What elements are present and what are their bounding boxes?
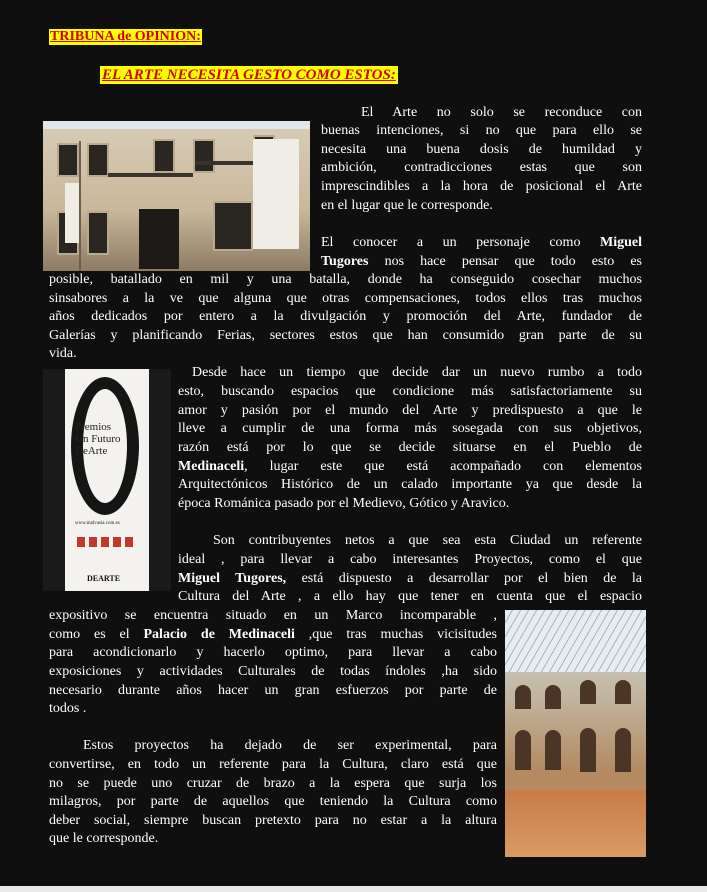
text-line: Miguel Tugores, está dispuesto a desarrollar por el bien de la [178, 571, 642, 586]
text-line: necesario durante años hacer un gran esfuerzos por parte de [49, 683, 497, 698]
text-line: lleve a cumplir de una forma más sosegada con sus objetivos, [178, 421, 642, 436]
poster-url: www.malvasia.com.es [75, 521, 120, 526]
text-line: El conocer a un personaje como Miguel [321, 235, 642, 250]
text-line: como es el Palacio de Medinaceli ,que tras muchas vicisitudes [49, 627, 497, 642]
text-line: para acondicionarlo y hacerlo optimo, para llevar a cabo [49, 645, 497, 660]
text-line: El Arte no solo se reconduce con [361, 105, 642, 120]
text-line: vida. [49, 346, 77, 361]
name-miguel-tugores: Miguel Tugores, [178, 571, 287, 586]
headline-suffix: : [390, 67, 396, 83]
text-line: necesita una buena dosis de humildad y [321, 142, 642, 157]
text-line: sinsabores a la ve que alguna que otras compensaciones, todos ellos tras muchos [49, 291, 642, 306]
text-line: deber social, siempre buscan pretexto para no estar a la altura [49, 813, 497, 828]
page-bottom-edge [0, 886, 707, 892]
text-line: esto, buscando espacios que condicione más satisfactoriamente su [178, 384, 642, 399]
text-line: Galerías y planificando Ferias, sectores estos que han consumido gran parte de su [49, 328, 642, 343]
text-line: Tugores nos hace pensar que todo esto es [321, 254, 642, 269]
building-photo [43, 121, 310, 271]
text-line: época Románica pasado por el Medievo, Gótico y Aravico. [178, 496, 510, 511]
name-miguel: Miguel [600, 235, 642, 250]
text-line: buenas intenciones, si no que para ello se [321, 123, 642, 138]
text-line: milagros, por parte de aquellos que teniendo la Cultura como [49, 794, 497, 809]
text-line: Medinaceli, lugar este que está acompañado con elementos [178, 459, 642, 474]
text-line: no se puede uno cruzar de brazo a la espera que surja los [49, 776, 497, 791]
section-label: TRIBUNA de OPINION: [50, 29, 201, 44]
text-line: Son contribuyentes netos a que sea esta Ciudad un referente [213, 533, 642, 548]
text-line: años dedicados por entero a la divulgación y promoción del Arte, fundador de [49, 309, 642, 324]
text-line: Cultura del Arte , a ello hay que tener en cuenta que el espacio [178, 589, 642, 604]
place-medinaceli: Medinaceli [178, 459, 245, 474]
text-line: ideal , para llevar a cabo interesantes Proyectos, como el que [178, 552, 642, 567]
text-line: que le corresponde. [49, 831, 159, 846]
courtyard-photo [505, 610, 646, 857]
text-line: Estos proyectos ha dejado de ser experimental, para [83, 738, 497, 753]
premios-poster-photo [43, 369, 171, 591]
text-line: imprescindibles a la hora de posicional el Arte [321, 179, 642, 194]
poster-logo: DEARTE [87, 574, 121, 583]
headline [100, 66, 398, 84]
text-line: todos . [49, 701, 87, 716]
text-line: Arquitectónicos Histórico de un calado importante ya que desde la [178, 477, 642, 492]
text-line: ambición, contradicciones estas que son [321, 160, 642, 175]
text-line: posible, batallado en mil y una batalla, donde ha conseguido cosechar muchos [49, 272, 642, 287]
text-line: convertirse, en todo un referente para la Cultura, claro está que [49, 757, 497, 772]
text-line: expositivo se encuentra situado en un Marco incomparable , [49, 608, 497, 623]
text-line: amor y pasión por el mundo del Arte y predispuesto a que le [178, 403, 642, 418]
text-line: exposiciones y actividades Culturales de todas índoles ,ha sido [49, 664, 497, 679]
name-tugores: Tugores [321, 254, 369, 269]
poster-title: Premios Un Futuro DeArte [75, 421, 121, 457]
text-line: Desde hace un tiempo que decide dar un nuevo rumbo a todo [192, 365, 642, 380]
place-palacio: Palacio de Medinaceli [143, 627, 295, 642]
text-line: razón está por lo que se decide situarse en el Pueblo de [178, 440, 642, 455]
text-line: en el lugar que le corresponde. [321, 198, 493, 213]
headline-text: EL ARTE NECESITA GESTO COMO ESTOS [102, 67, 391, 83]
